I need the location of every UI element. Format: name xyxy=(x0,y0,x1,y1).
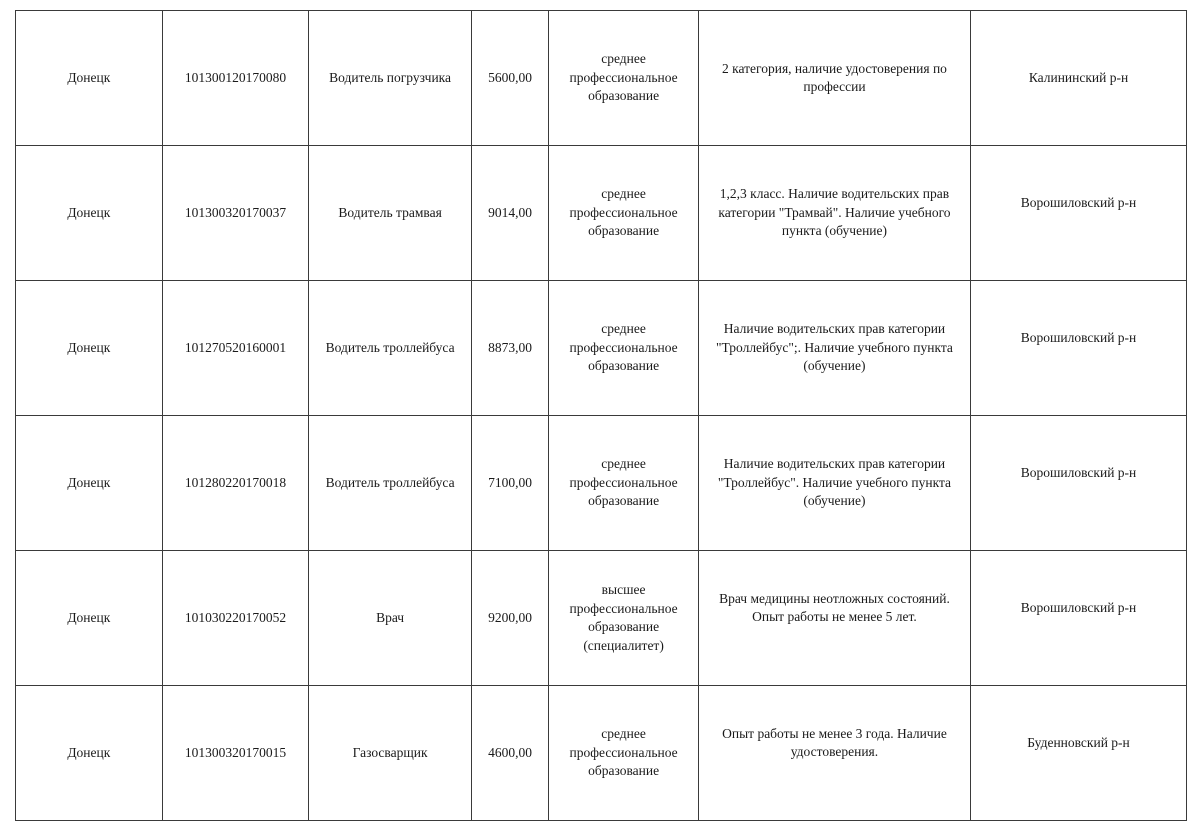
city-cell: Донецк xyxy=(16,11,163,146)
requirements-cell: 1,2,3 класс. Наличие водительских прав категории "Трамвай". Наличие учебного пункта (обучение) xyxy=(698,146,970,281)
district-cell: Ворошиловский р-н xyxy=(971,146,1187,281)
district-cell: Ворошиловский р-н xyxy=(971,416,1187,551)
requirements-cell: Опыт работы не менее 3 года. Наличие удостоверения. xyxy=(698,686,970,821)
district-cell: Ворошиловский р-н xyxy=(971,551,1187,686)
district-cell: Буденновский р-н xyxy=(971,686,1187,821)
vacancy-code-cell: 101030220170052 xyxy=(162,551,309,686)
table-row xyxy=(16,146,1187,281)
profession-cell: Водитель троллейбуса xyxy=(309,416,472,551)
requirements-cell: 2 категория, наличие удостоверения по профессии xyxy=(698,11,970,146)
table-row xyxy=(16,11,1187,146)
salary-cell: 9014,00 xyxy=(471,146,548,281)
salary-cell: 5600,00 xyxy=(471,11,548,146)
city-cell: Донецк xyxy=(16,551,163,686)
district-cell: Ворошиловский р-н xyxy=(971,281,1187,416)
table-row xyxy=(16,281,1187,416)
requirements-cell: Врач медицины неотложных состояний. Опыт работы не менее 5 лет. xyxy=(698,551,970,686)
education-cell: среднее профессиональное образование xyxy=(549,11,699,146)
education-cell: среднее профессиональное образование xyxy=(549,281,699,416)
education-cell: среднее профессиональное образование xyxy=(549,686,699,821)
vacancy-code-cell: 101300320170015 xyxy=(162,686,309,821)
table-row xyxy=(16,686,1187,821)
vacancy-code-cell: 101300320170037 xyxy=(162,146,309,281)
salary-cell: 7100,00 xyxy=(471,416,548,551)
profession-cell: Водитель трамвая xyxy=(309,146,472,281)
city-cell: Донецк xyxy=(16,686,163,821)
salary-cell: 8873,00 xyxy=(471,281,548,416)
profession-cell: Газосварщик xyxy=(309,686,472,821)
vacancy-code-cell: 101300120170080 xyxy=(162,11,309,146)
city-cell: Донецк xyxy=(16,146,163,281)
education-cell: среднее профессиональное образование xyxy=(549,416,699,551)
profession-cell: Водитель погрузчика xyxy=(309,11,472,146)
table-row xyxy=(16,551,1187,686)
profession-cell: Водитель троллейбуса xyxy=(309,281,472,416)
requirements-cell: Наличие водительских прав категории "Троллейбус". Наличие учебного пункта (обучение) xyxy=(698,416,970,551)
salary-cell: 4600,00 xyxy=(471,686,548,821)
district-cell: Калининский р-н xyxy=(971,11,1187,146)
vacancy-code-cell: 101270520160001 xyxy=(162,281,309,416)
requirements-cell: Наличие водительских прав категории "Троллейбус";. Наличие учебного пункта (обучение) xyxy=(698,281,970,416)
city-cell: Донецк xyxy=(16,281,163,416)
profession-cell: Врач xyxy=(309,551,472,686)
salary-cell: 9200,00 xyxy=(471,551,548,686)
education-cell: высшее профессиональное образование (специалитет) xyxy=(549,551,699,686)
vacancy-code-cell: 101280220170018 xyxy=(162,416,309,551)
table-row xyxy=(16,416,1187,551)
city-cell: Донецк xyxy=(16,416,163,551)
education-cell: среднее профессиональное образование xyxy=(549,146,699,281)
vacancy-table xyxy=(15,10,1187,821)
